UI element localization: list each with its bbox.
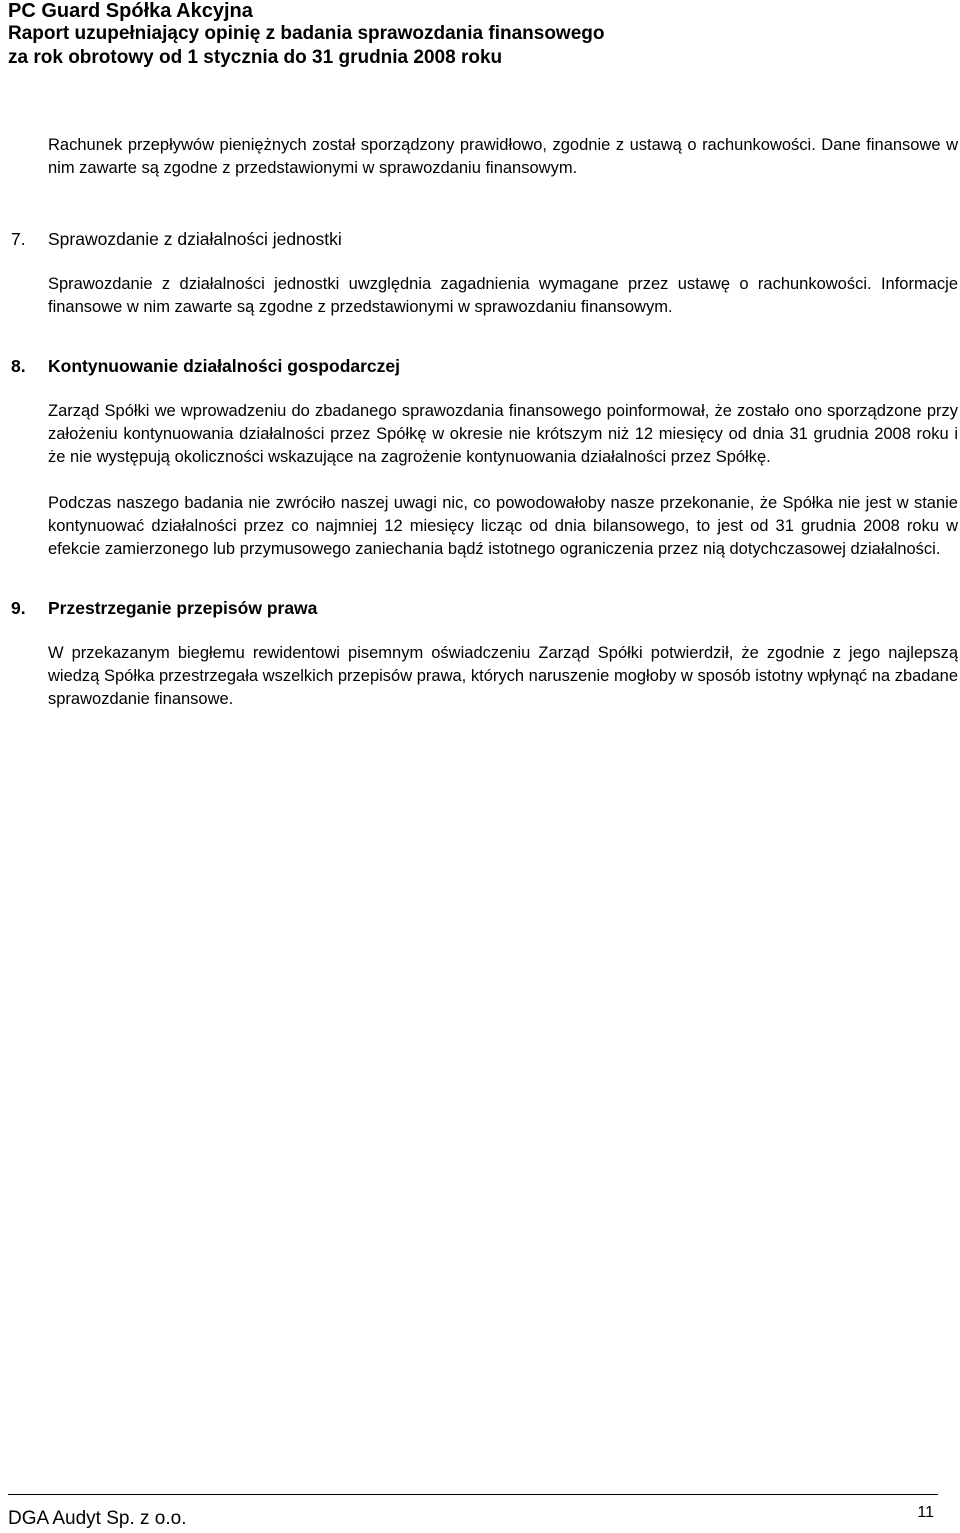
section-7-number: 7. [11,229,26,249]
section-9 [11,597,958,711]
footer-auditor-name: DGA Audyt Sp. z o.o. [8,1508,187,1529]
section-7-title: Sprawozdanie z działalności jednostki [48,229,342,249]
company-name: PC Guard Spółka Akcyjna [8,0,253,22]
section-9-heading [11,597,958,620]
section-7-heading [11,228,958,251]
intro-paragraph: Rachunek przepływów pieniężnych został sporządzony prawidłowo, zgodnie z ustawą o rachunkowości. Dane finansowe w nim zawarte są zgodne z przedstawionymi w sprawozdaniu finansowym. [48,136,958,177]
report-title-line-2: za rok obrotowy od 1 stycznia do 31 grudnia 2008 roku [8,47,503,68]
page-number: 11 [917,1504,934,1521]
section-9-title: Przestrzeganie przepisów prawa [48,598,318,618]
section-7 [11,228,958,319]
footer-divider [8,1494,938,1495]
section-9-paragraph: W przekazanym biegłemu rewidentowi pisemnym oświadczeniu Zarząd Spółki potwierdził, że zgodnie z jego najlepszą wiedzą Spółka przestrzegała wszelkich przepisów prawa, których naruszenie mogłoby w sposób istotny wpłynąć na zbadane sprawozdanie finansowe. [48,644,958,708]
section-7-paragraph: Sprawozdanie z działalności jednostki uwzględnia zagadnienia wymagane przez ustawę o rachunkowości. Informacje finansowe w nim zawarte są zgodne z przedstawionymi w sprawozdaniu finansowym. [48,275,958,316]
section-9-number: 9. [11,598,26,618]
section-8 [11,355,958,561]
section-8-heading [11,355,958,378]
section-8-number: 8. [11,356,26,376]
document-header [8,0,948,70]
section-8-paragraph-1: Zarząd Spółki we wprowadzeniu do zbadanego sprawozdania finansowego poinformował, że zostało ono sporządzone przy założeniu kontynuowania działalności przez Spółkę w okresie nie krótszym niż 12 miesięcy od dnia 31 grudnia 2008 roku i że nie występują okoliczności wskazujące na zagrożenie kontynuowania działalności przez Spółkę. [48,402,958,466]
report-title-line-1: Raport uzupełniający opinię z badania sprawozdania finansowego [8,23,605,44]
section-8-title: Kontynuowanie działalności gospodarczej [48,356,400,376]
section-8-paragraph-2: Podczas naszego badania nie zwróciło naszej uwagi nic, co powodowałoby nasze przekonanie, że Spółka nie jest w stanie kontynuować działalności przez co najmniej 12 miesięcy licząc od dnia bilansowego, to jest od 31 grudnia 2008 roku w efekcie zamierzonego lub przymusowego zaniechania bądź istotnego ograniczenia przez nią dotychczasowej działalności. [48,494,958,558]
document-body [11,134,958,711]
